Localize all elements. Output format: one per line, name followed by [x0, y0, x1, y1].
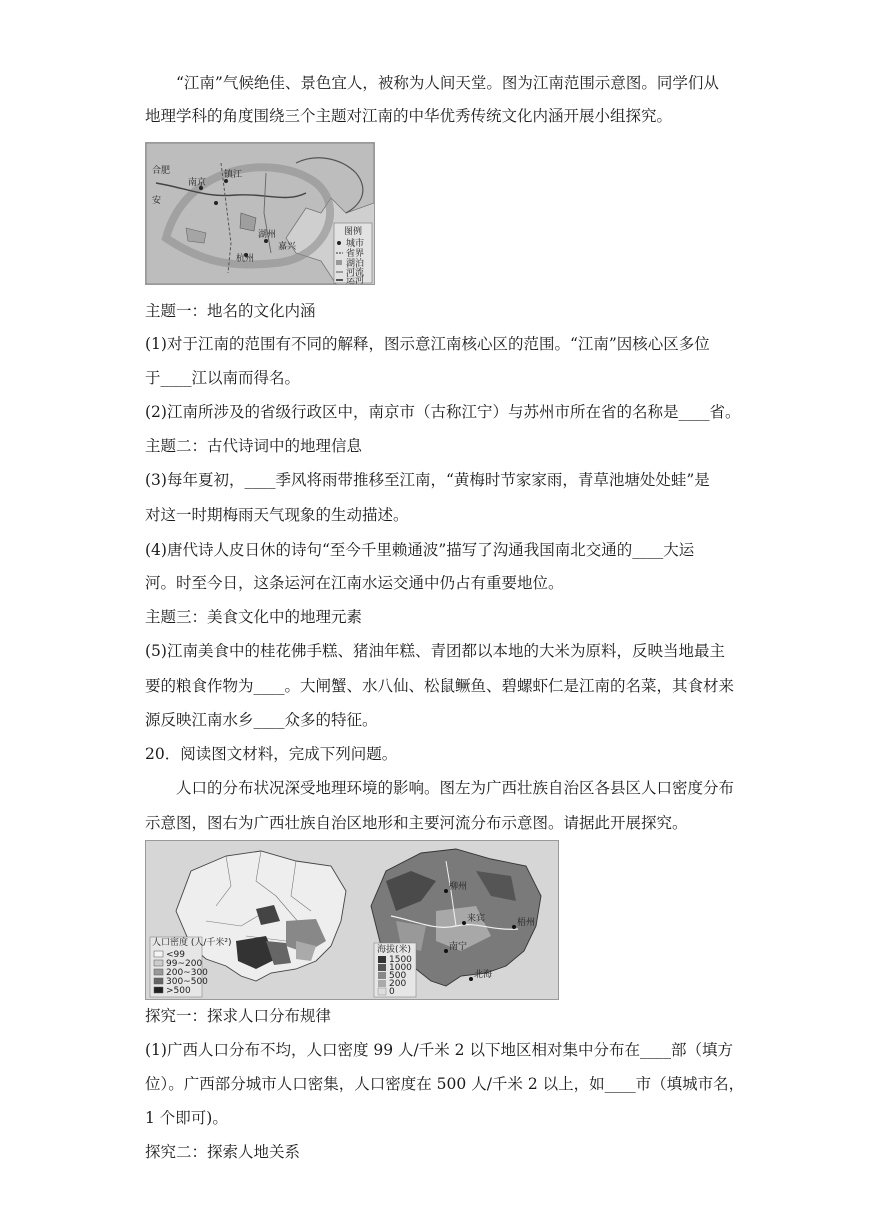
theme3-heading: 主题三：美食文化中的地理元素 [145, 608, 363, 626]
city-label-jiaxing: 嘉兴 [278, 242, 297, 252]
city-label-wuzhou: 梧州 [517, 918, 536, 928]
province-label-an: 安 [152, 196, 162, 206]
city-label-huzhou: 湖州 [258, 230, 277, 240]
city-label-nanjing: 南京 [188, 178, 207, 188]
legend-title: 图例 [344, 227, 363, 237]
elevation-legend-1: 1500 [389, 955, 412, 965]
density-legend-3: 200~300 [166, 968, 208, 978]
city-label-beihai: 北海 [474, 970, 493, 980]
city-label-laibin: 来宾 [467, 914, 486, 924]
q3-line-1: (3)每年夏初，____季风将雨带推移至江南，“黄梅时节家家雨，青草池塘处处蛙”是 [145, 471, 710, 489]
e1-line-3: 1 个即可)。 [145, 1109, 228, 1127]
guangxi-maps-figure [145, 840, 559, 1000]
elevation-legend-title: 海拔(米) [377, 945, 412, 955]
city-label-nanning: 南宁 [449, 942, 468, 952]
density-legend-title: 人口密度 (人/千米²) [152, 938, 232, 948]
theme2-heading: 主题二：古代诗词中的地理信息 [145, 437, 363, 455]
e1-line-1: (1)广西人口分布不均，人口密度 99 人/千米 2 以下地区相对集中分布在____部（填方 [145, 1041, 733, 1059]
q2-line: (2)江南所涉及的省级行政区中，南京市（古称江宁）与苏州市所在省的名称是____省。 [145, 403, 741, 421]
q1-line-2: 于____江以南而得名。 [145, 369, 301, 387]
density-legend-2: 99~200 [166, 959, 203, 969]
density-legend-1: <99 [166, 950, 185, 960]
density-legend-5: >500 [166, 986, 191, 996]
jiangnan-map-legend [334, 223, 372, 284]
q4-line-1: (4)唐代诗人皮日休的诗句“至今千里赖通波”描写了沟通我国南北交通的____大运 [145, 541, 695, 559]
elevation-legend-4: 200 [389, 979, 407, 989]
city-label-zhenjiang: 镇江 [224, 170, 243, 180]
theme1-heading: 主题一：地名的文化内涵 [145, 302, 316, 320]
q4-line-2: 河。时至今日，这条运河在江南水运交通中仍占有重要地位。 [145, 574, 564, 592]
city-label-hangzhou: 杭州 [236, 254, 255, 264]
legend-river: 河流 [346, 268, 365, 278]
intro-line-2: 地理学科的角度围绕三个主题对江南的中华优秀传统文化内涵开展小组探究。 [145, 107, 673, 125]
explore1-heading: 探究一：探求人口分布规律 [145, 1007, 332, 1025]
q3-line-2: 对这一时期梅雨天气现象的生动描述。 [145, 506, 409, 524]
city-label-liuzhou: 柳州 [449, 882, 468, 892]
q5-line-3: 源反映江南水乡____众多的特征。 [145, 711, 378, 729]
density-legend-4: 300~500 [166, 977, 208, 987]
q5-line-1: (5)江南美食中的桂花佛手糕、猪油年糕、青团都以本地的大米为原料，反映当地最主 [145, 642, 725, 660]
legend-city: 城市 [346, 239, 365, 249]
q5-line-2: 要的粮食作物为____。大闸蟹、水八仙、松鼠鳜鱼、碧螺虾仁是江南的名菜，其食材来 [145, 677, 735, 695]
legend-canal: 运河 [346, 276, 365, 284]
question-20-heading: 20．阅读图文材料，完成下列问题。 [145, 745, 398, 763]
q20-intro-line-1: 人口的分布状况深受地理环境的影响。图左为广西壮族自治区各县区人口密度分布 [176, 779, 735, 797]
intro-line-1: “江南”气候绝佳、景色宜人，被称为人间天堂。图为江南范围示意图。同学们从 [176, 74, 719, 92]
q1-line-1: (1)对于江南的范围有不同的解释，图示意江南核心区的范围。“江南”因核心区多位 [145, 335, 710, 353]
e1-line-2: 位）。广西部分城市人口密集，人口密度在 500 人/千米 2 以上，如____市（填城市名， [145, 1075, 745, 1093]
q20-intro-line-2: 示意图，图右为广西壮族自治区地形和主要河流分布示意图。请据此开展探究。 [145, 814, 688, 832]
jiangnan-map-figure [145, 142, 375, 285]
legend-province-border: 省界 [346, 249, 365, 259]
elevation-legend-3: 500 [389, 971, 407, 981]
city-label-hefei: 合肥 [152, 166, 171, 176]
explore2-heading: 探究二：探索人地关系 [145, 1143, 301, 1161]
legend-lake: 湖泊 [346, 259, 365, 269]
elevation-legend-2: 1000 [389, 963, 412, 973]
elevation-legend-5: 0 [389, 987, 395, 997]
